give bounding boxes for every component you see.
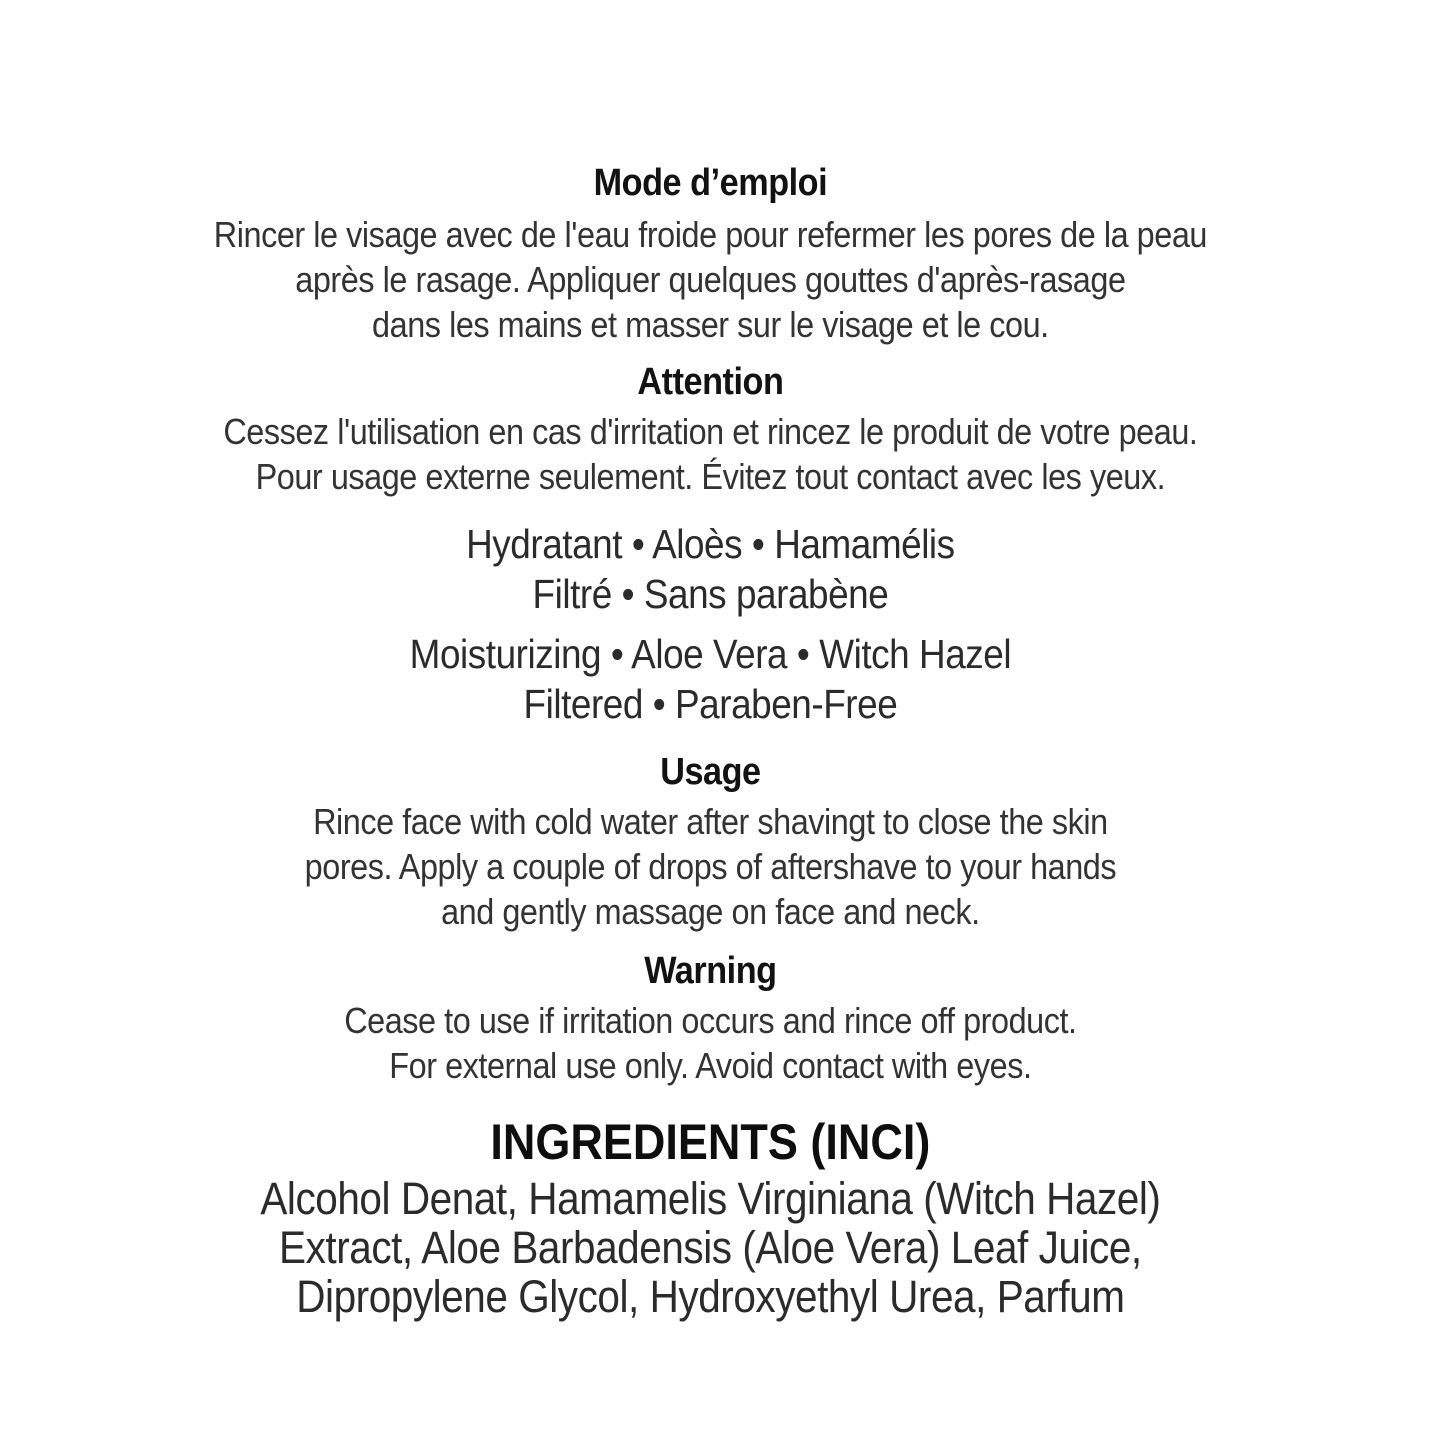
ingredients-heading: INGREDIENTS (INCI) xyxy=(489,1114,930,1170)
feature-line-en: Moisturizing • Aloe Vera • Witch Hazel xyxy=(409,631,1011,677)
ingredients-line: Extract, Aloe Barbadensis (Aloe Vera) Leaf Juice, xyxy=(278,1222,1142,1273)
ingredients-line: Dipropylene Glycol, Hydroxyethyl Urea, Parfum xyxy=(295,1271,1125,1322)
section-usage xyxy=(143,749,1277,934)
warning-line: For external use only. Avoid contact with eyes. xyxy=(388,1045,1032,1086)
warning-line: Cease to use if irritation occurs and rince off product. xyxy=(343,1000,1077,1041)
feature-line-en: Filtered • Paraben-Free xyxy=(522,681,897,727)
section-attention xyxy=(143,359,1277,499)
section-warning xyxy=(143,948,1277,1088)
mode-demploi-line: dans les mains et masser sur le visage et le cou. xyxy=(371,304,1049,345)
attention-line: Cessez l'utilisation en cas d'irritation et rincez le produit de votre peau. xyxy=(222,411,1197,452)
attention-heading: Attention xyxy=(636,361,783,403)
ingredients-line: Alcohol Denat, Hamamelis Virginiana (Witch Hazel) xyxy=(259,1173,1160,1224)
usage-line: and gently massage on face and neck. xyxy=(440,891,980,932)
section-ingredients xyxy=(143,1114,1277,1321)
attention-line: Pour usage externe seulement. Évitez tout contact avec les yeux. xyxy=(255,456,1165,497)
usage-line: pores. Apply a couple of drops of aftershave to your hands xyxy=(304,846,1116,887)
mode-demploi-heading: Mode d’emploi xyxy=(593,162,827,204)
product-label xyxy=(143,0,1277,1321)
section-mode-demploi xyxy=(143,160,1277,347)
section-features-french xyxy=(143,519,1277,619)
section-features-english xyxy=(143,629,1277,729)
feature-line-fr: Filtré • Sans parabène xyxy=(531,571,888,617)
warning-heading: Warning xyxy=(643,950,777,992)
usage-heading: Usage xyxy=(659,751,761,793)
mode-demploi-line: après le rasage. Appliquer quelques gouttes d'après-rasage xyxy=(294,259,1126,300)
feature-line-fr: Hydratant • Aloès • Hamamélis xyxy=(465,521,955,567)
mode-demploi-line: Rincer le visage avec de l'eau froide pour refermer les pores de la peau xyxy=(213,214,1207,255)
usage-line: Rince face with cold water after shavingt to close the skin xyxy=(312,801,1108,842)
